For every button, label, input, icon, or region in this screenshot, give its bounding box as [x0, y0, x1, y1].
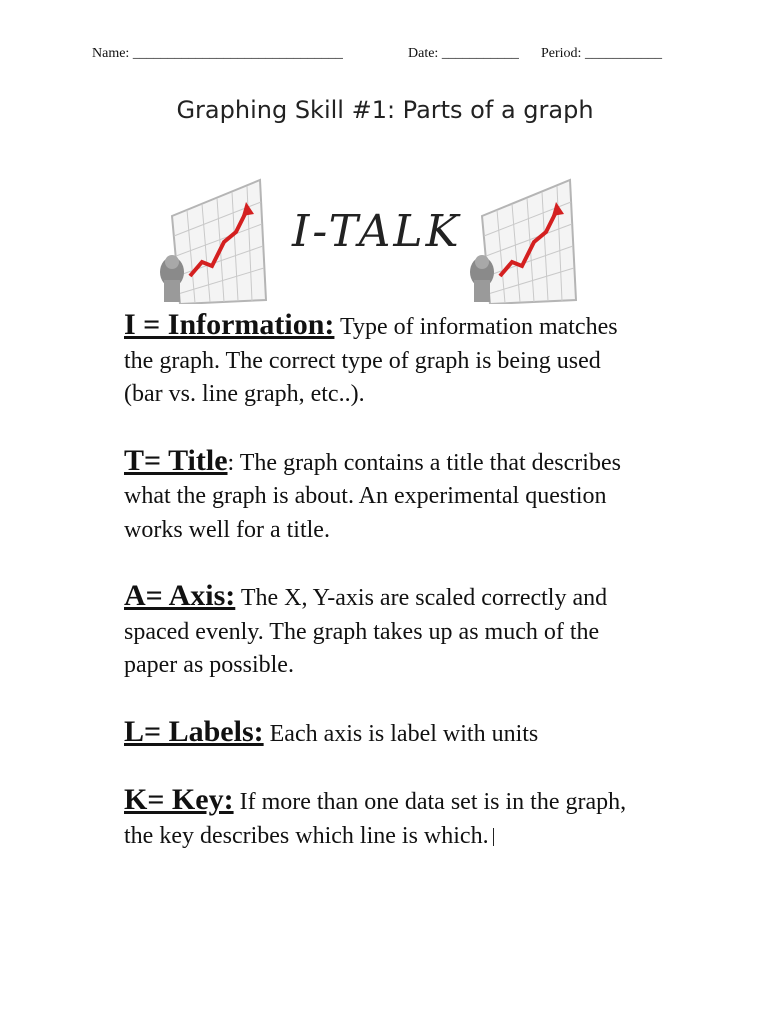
italk-logo	[150, 176, 590, 304]
name-field[interactable]: Name: ______________________________	[92, 46, 343, 61]
definition-information: Type of information matches the graph. The correct type of graph is being used (bar vs. line graph, etc..).	[124, 314, 618, 407]
term-information: I = Information:	[124, 308, 335, 341]
section-key	[124, 783, 644, 853]
rising-line-graph-icon	[460, 176, 585, 304]
definition-labels: Each axis is label with units	[263, 720, 539, 747]
term-title: T= Title	[124, 443, 228, 477]
date-field[interactable]: Date: ___________	[408, 46, 519, 61]
period-field[interactable]: Period: ___________	[541, 46, 662, 61]
definition-title: : The graph contains a title that describes what the graph is about. An experimental question works well for a title.	[124, 449, 621, 543]
term-labels: L= Labels:	[124, 714, 264, 748]
page-title: Graphing Skill #1: Parts of a graph	[176, 96, 594, 124]
term-key: K= Key:	[124, 783, 234, 816]
definition-key: If more than one data set is in the graph, the key describes which line is which.	[124, 789, 627, 849]
text-cursor	[493, 828, 494, 846]
italk-definitions	[124, 308, 644, 885]
rising-line-graph-icon	[150, 176, 275, 304]
section-information	[124, 308, 644, 412]
section-title	[124, 444, 644, 548]
term-axis: A= Axis:	[124, 579, 236, 612]
definition-axis: The X, Y-axis are scaled correctly and spaced evenly. The graph takes up as much of the paper as possible.	[124, 585, 608, 678]
section-axis	[124, 579, 644, 683]
italk-wordmark: I-TALK	[292, 206, 462, 257]
section-labels	[124, 715, 644, 752]
